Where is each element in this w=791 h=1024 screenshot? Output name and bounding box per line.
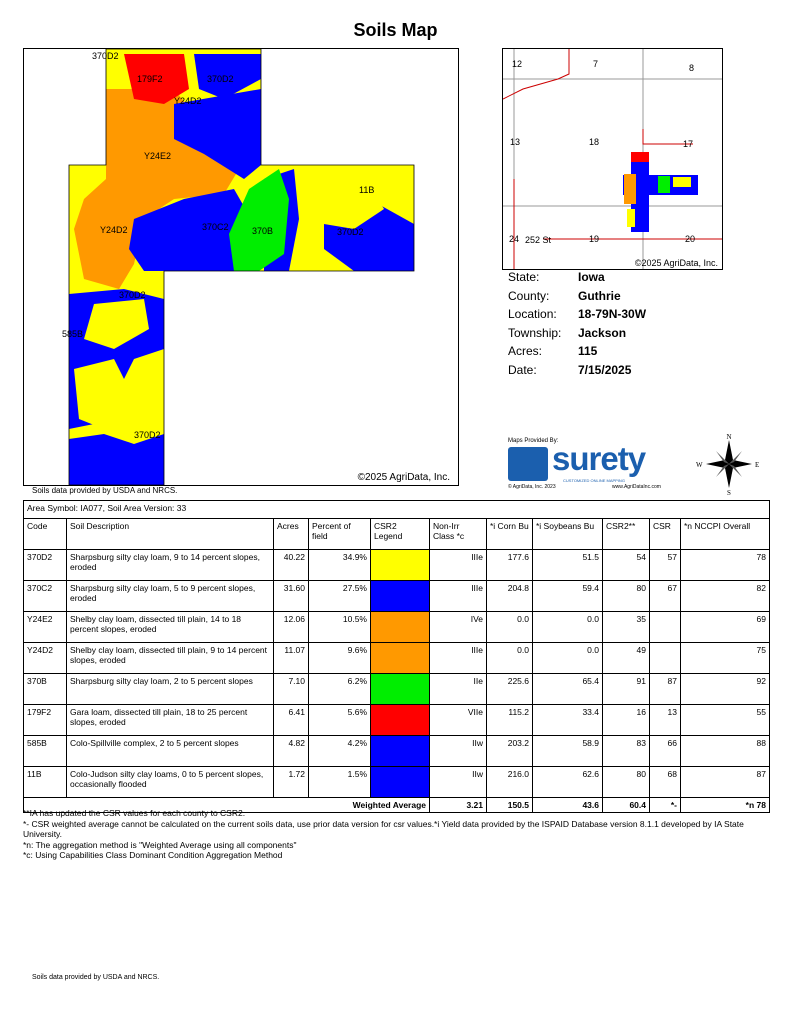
cell-corn: 0.0 [487,612,533,643]
cell-csr2: 80 [603,767,650,798]
inset-copyright: ©2025 AgriData, Inc. [634,258,718,268]
cell-corn: 115.2 [487,705,533,736]
cell-desc: Sharpsburg silty clay loam, 9 to 14 percent slopes, eroded [67,550,274,581]
cell-corn: 225.6 [487,674,533,705]
cell-legend [371,674,430,705]
compass-rose-icon [694,432,764,496]
cell-csr: 67 [650,581,681,612]
cell-nccpi: 82 [681,581,770,612]
wa-csr: *- [650,798,681,813]
source-note: Soils data provided by USDA and NRCS. [32,486,178,495]
cell-csr2: 80 [603,581,650,612]
section-label: 20 [685,234,696,244]
table-row [24,736,770,767]
cell-soy: 51.5 [533,550,603,581]
cell-code: 585B [24,736,67,767]
cell-csr2: 83 [603,736,650,767]
cell-acres: 6.41 [274,705,309,736]
compass-e: E [755,461,760,469]
cell-legend [371,767,430,798]
map-copyright: ©2025 AgriData, Inc. [357,472,450,483]
wa-nccpi: *n 78 [681,798,770,813]
cell-csr: 13 [650,705,681,736]
map-label: 585B [62,329,84,339]
cell-corn: 203.2 [487,736,533,767]
info-row-county [508,289,646,308]
map-label: Y24D2 [174,96,202,106]
cell-pct: 9.6% [309,643,371,674]
table-row [24,643,770,674]
table-row [24,550,770,581]
cell-desc: Colo-Judson silty clay loams, 0 to 5 percent slopes, occasionally flooded [67,767,274,798]
cell-csr2: 54 [603,550,650,581]
info-value: Guthrie [578,288,621,303]
bottom-source-note: Soils data provided by USDA and NRCS. [32,974,160,981]
col-header: Acres [274,519,309,550]
table-header-row [24,519,770,550]
cell-desc: Gara loam, dissected till plain, 18 to 25 percent slopes, eroded [67,705,274,736]
section-label: 7 [593,59,599,69]
info-value: 7/15/2025 [578,362,632,377]
footnote: *- CSR weighted average cannot be calculated on the current soils data, use prior data version for csr values.*i Yield data provided by the ISPAID Database version 8.1.1 developed by IA State University. [23,818,744,839]
soils-map[interactable] [23,48,459,486]
table-row [24,705,770,736]
info-key: Acres: [508,344,543,359]
section-label: 13 [510,137,521,147]
legend-swatch [371,767,429,797]
cell-desc: Sharpsburg silty clay loam, 2 to 5 percent slopes [67,674,274,705]
cell-nccpi: 78 [681,550,770,581]
soils-table [23,500,770,813]
locator-map-canvas [503,49,722,269]
cell-class: VIIe [430,705,487,736]
cell-csr: 66 [650,736,681,767]
wa-soy: 43.6 [533,798,603,813]
cell-nccpi: 75 [681,643,770,674]
legend-swatch [371,674,429,704]
map-label: 370B [252,226,274,236]
cell-class: IIIe [430,581,487,612]
cell-soy: 0.0 [533,643,603,674]
map-label: 179F2 [137,74,163,84]
col-header: *i Corn Bu [487,519,533,550]
globe-icon [508,447,548,481]
legend-swatch [371,550,429,580]
cell-pct: 5.6% [309,705,371,736]
legend-swatch [371,612,429,642]
info-row-date [508,363,646,382]
cell-soy: 0.0 [533,612,603,643]
section-label: 8 [689,63,695,73]
cell-pct: 1.5% [309,767,371,798]
cell-legend [371,612,430,643]
cell-nccpi: 87 [681,767,770,798]
cell-corn: 0.0 [487,643,533,674]
cell-code: 11B [24,767,67,798]
cell-acres: 7.10 [274,674,309,705]
road-label: 252 St [525,235,552,245]
cell-code: Y24E2 [24,612,67,643]
cell-nccpi: 88 [681,736,770,767]
logo-url: www.AgriDataInc.com [612,484,661,490]
cell-acres: 4.82 [274,736,309,767]
cell-pct: 10.5% [309,612,371,643]
cell-soy: 62.6 [533,767,603,798]
cell-soy: 58.9 [533,736,603,767]
info-value: Jackson [578,325,627,340]
col-header: CSR2** [603,519,650,550]
map-label: 370D2 [92,51,119,61]
cell-code: Y24D2 [24,643,67,674]
footnotes [23,808,773,861]
cell-pct: 34.9% [309,550,371,581]
map-label: 370D2 [337,227,364,237]
cell-acres: 11.07 [274,643,309,674]
info-value: 18-79N-30W [578,307,647,322]
cell-pct: 6.2% [309,674,371,705]
cell-corn: 216.0 [487,767,533,798]
cell-csr2: 16 [603,705,650,736]
cell-legend [371,581,430,612]
wa-corn: 150.5 [487,798,533,813]
cell-soy: 33.4 [533,705,603,736]
cell-desc: Colo-Spillville complex, 2 to 5 percent slopes [67,736,274,767]
col-header: *i Soybeans Bu [533,519,603,550]
brand-tagline: CUSTOMIZED ONLINE MAPPING [563,478,625,483]
cell-soy: 65.4 [533,674,603,705]
legend-swatch [371,736,429,766]
locator-map[interactable] [502,48,723,270]
wa-csr2: 60.4 [603,798,650,813]
cell-desc: Sharpsburg silty clay loam, 5 to 9 percent slopes, eroded [67,581,274,612]
cell-corn: 204.8 [487,581,533,612]
cell-class: IIw [430,767,487,798]
cell-acres: 31.60 [274,581,309,612]
page-title: Soils Map [353,20,438,40]
logo-copyright: © AgriData, Inc. 2023 [508,484,556,490]
section-label: 19 [589,234,600,244]
table-row [24,674,770,705]
footnote: *n: The aggregation method is "Weighted Average using all components" [23,839,297,850]
location-info [508,270,646,382]
cell-corn: 177.6 [487,550,533,581]
footnote: **IA has updated the CSR values for each county to CSR2. [23,808,246,818]
footnote: *c: Using Capabilities Class Dominant Condition Aggregation Method [23,850,283,860]
cell-csr: 87 [650,674,681,705]
area-symbol: Area Symbol: IA077, Soil Area Version: 33 [24,501,770,519]
cell-csr2: 35 [603,612,650,643]
cell-legend [371,705,430,736]
info-value: 115 [578,344,598,359]
cell-class: IVe [430,612,487,643]
cell-nccpi: 69 [681,612,770,643]
info-key: County: [508,288,550,303]
cell-code: 179F2 [24,705,67,736]
weighted-average-label: Weighted Average [24,798,430,813]
map-label: 11B [359,185,375,195]
cell-legend [371,736,430,767]
col-header: Code [24,519,67,550]
map-label: 370D2 [119,290,146,300]
cell-nccpi: 92 [681,674,770,705]
table-row [24,767,770,798]
cell-csr: 68 [650,767,681,798]
cell-class: IIe [430,674,487,705]
legend-swatch [371,581,429,611]
map-label: Y24E2 [144,151,172,161]
info-key: State: [508,270,540,284]
cell-class: IIw [430,736,487,767]
info-row-state [508,270,646,289]
section-label: 17 [683,139,694,149]
info-key: Date: [508,362,537,377]
cell-csr2: 91 [603,674,650,705]
info-value: Iowa [578,270,605,284]
brand-name: surety [552,440,646,477]
cell-soy: 59.4 [533,581,603,612]
info-row-acres [508,344,646,363]
map-label: Y24D2 [100,225,128,235]
cell-class: IIIe [430,550,487,581]
compass-s: S [727,489,731,496]
map-label: 370C2 [202,222,229,232]
cell-acres: 40.22 [274,550,309,581]
cell-acres: 12.06 [274,612,309,643]
cell-code: 370D2 [24,550,67,581]
col-header: *n NCCPI Overall [681,519,770,550]
wa-class: 3.21 [430,798,487,813]
section-label: 12 [512,59,523,69]
cell-desc: Shelby clay loam, dissected till plain, 9 to 14 percent slopes, eroded [67,643,274,674]
cell-csr2: 49 [603,643,650,674]
cell-csr [650,643,681,674]
cell-csr: 57 [650,550,681,581]
soils-map-canvas [24,49,458,485]
cell-csr [650,612,681,643]
info-key: Location: [508,307,557,322]
map-label: 370D2 [207,74,234,84]
col-header: Non-Irr Class *c [430,519,487,550]
legend-swatch [371,705,429,735]
compass-n: N [726,433,732,441]
info-key: Township: [508,325,562,340]
section-label: 24 [509,234,520,244]
map-label: 370D2 [134,430,161,440]
surety-logo[interactable] [508,438,688,494]
cell-legend [371,643,430,674]
cell-code: 370C2 [24,581,67,612]
cell-pct: 4.2% [309,736,371,767]
cell-code: 370B [24,674,67,705]
cell-pct: 27.5% [309,581,371,612]
table-row [24,581,770,612]
info-row-location [508,307,646,326]
legend-swatch [371,643,429,673]
info-row-township [508,326,646,345]
cell-legend [371,550,430,581]
table-row [24,612,770,643]
col-header: CSR [650,519,681,550]
section-label: 18 [589,137,600,147]
maps-provided-by: Maps Provided By: [508,438,559,444]
cell-nccpi: 55 [681,705,770,736]
cell-class: IIIe [430,643,487,674]
cell-desc: Shelby clay loam, dissected till plain, 14 to 18 percent slopes, eroded [67,612,274,643]
col-header: CSR2 Legend [371,519,430,550]
cell-acres: 1.72 [274,767,309,798]
col-header: Soil Description [67,519,274,550]
col-header: Percent of field [309,519,371,550]
compass-w: W [696,461,703,469]
